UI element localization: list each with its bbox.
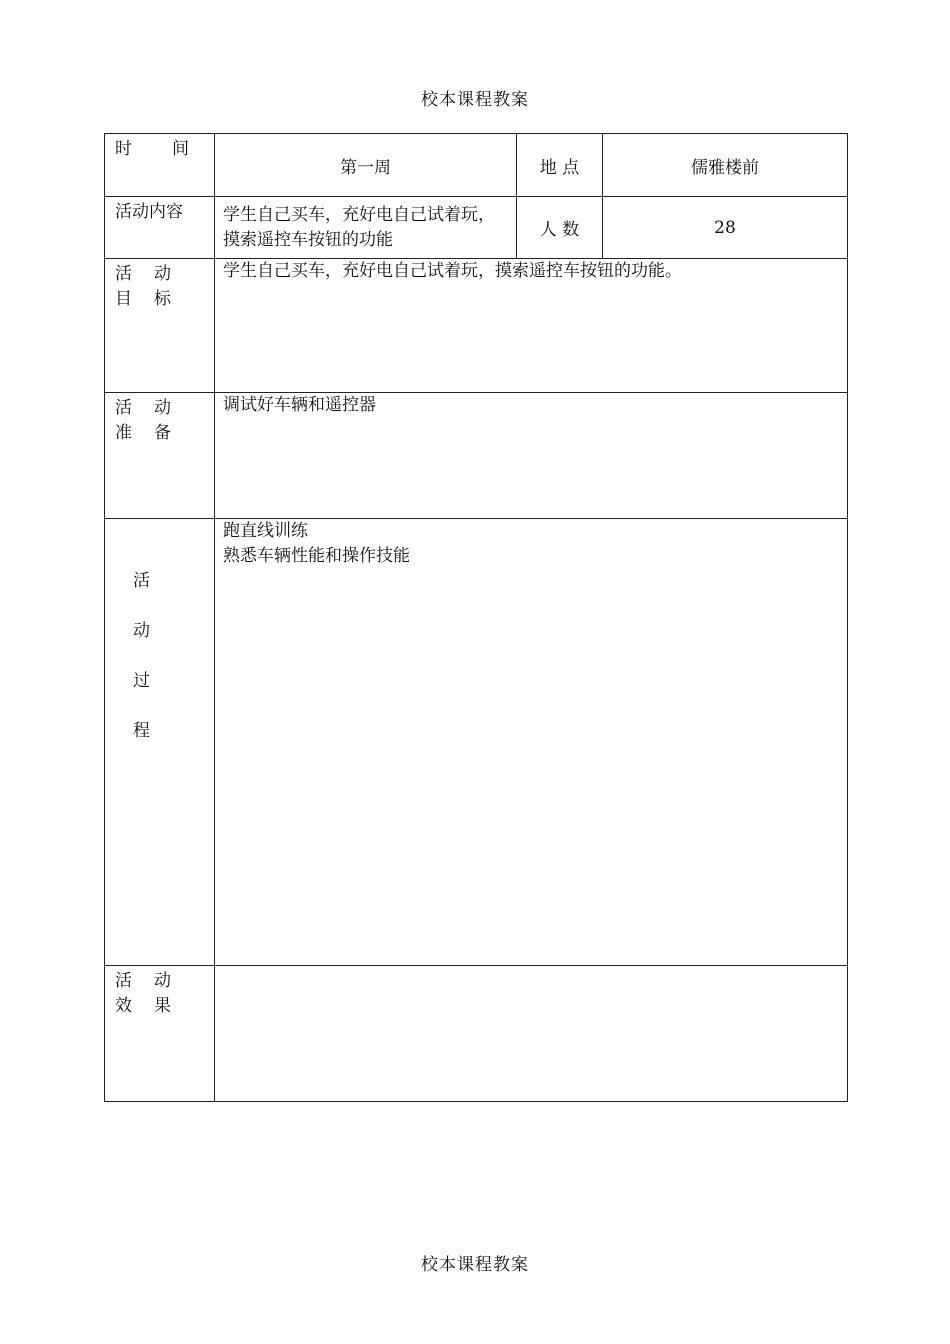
goal-value: 学生自己买车，充好电自己试着玩，摸索遥控车按钮的功能。 bbox=[215, 259, 848, 393]
time-label: 时 间 bbox=[105, 134, 215, 197]
content-label: 活动内容 bbox=[105, 197, 215, 259]
row-content bbox=[105, 197, 848, 259]
process-line: 跑直线训练 bbox=[223, 521, 308, 541]
prep-value: 调试好车辆和遥控器 bbox=[215, 393, 848, 519]
prep-label: 活 动 准 备 bbox=[105, 393, 215, 519]
effect-label: 活 动 效 果 bbox=[105, 966, 215, 1102]
row-process bbox=[105, 519, 848, 966]
process-value bbox=[215, 519, 848, 966]
place-value: 儒雅楼前 bbox=[603, 134, 848, 197]
process-line: 熟悉车辆性能和操作技能 bbox=[223, 546, 410, 566]
place-label: 地 点 bbox=[517, 134, 603, 197]
row-goal bbox=[105, 259, 848, 393]
page-title: 校本课程教案 bbox=[421, 90, 529, 110]
row-effect bbox=[105, 966, 848, 1102]
count-label: 人 数 bbox=[517, 197, 603, 259]
goal-label: 活 动 目 标 bbox=[105, 259, 215, 393]
page-footer: 校本课程教案 bbox=[421, 1255, 529, 1275]
lesson-plan-table bbox=[104, 133, 848, 1102]
row-time bbox=[105, 134, 848, 197]
count-value: 28 bbox=[603, 197, 848, 259]
content-value: 学生自己买车，充好电自己试着玩，摸索遥控车按钮的功能 bbox=[215, 197, 517, 259]
time-value: 第一周 bbox=[215, 134, 517, 197]
effect-value bbox=[215, 966, 848, 1102]
process-label: 活 动 过 程 bbox=[105, 519, 215, 966]
row-prep bbox=[105, 393, 848, 519]
